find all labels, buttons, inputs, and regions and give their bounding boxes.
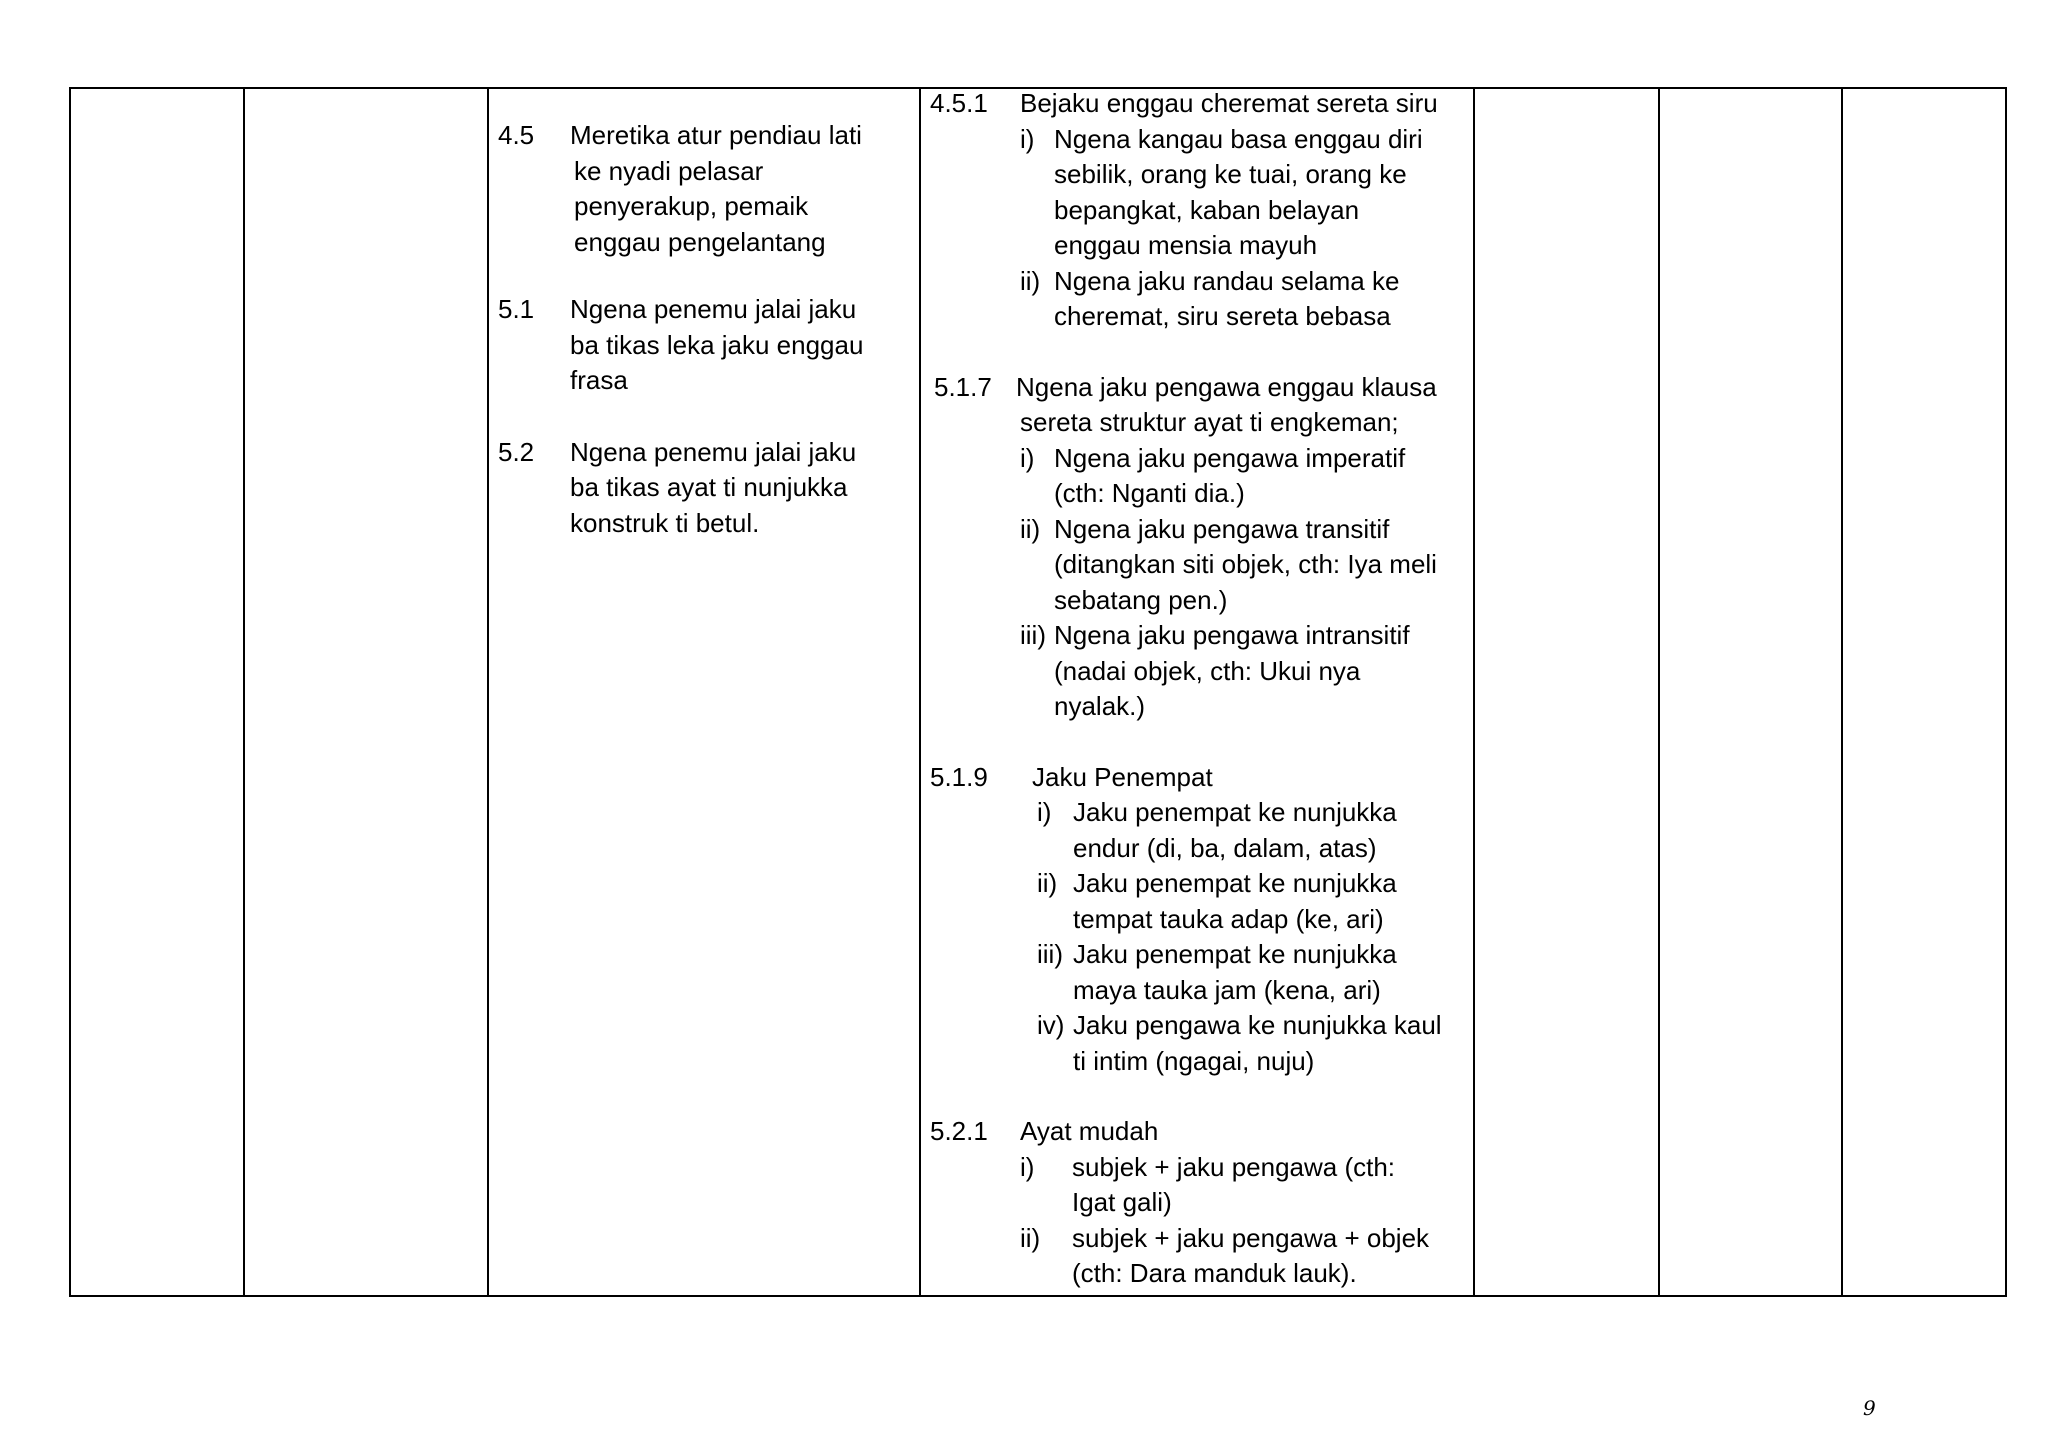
standard-subitem — [930, 618, 1442, 725]
subitem-line: ti intim (ngagai, nuju) — [1073, 1045, 1315, 1076]
subitem-line: Ngena jaku pengawa imperatif — [1054, 442, 1406, 473]
objective-line: konstruk ti betul. — [570, 507, 760, 538]
objective-line: ba tikas ayat ti nunjukka — [570, 472, 848, 502]
standard-title: Bejaku enggau cheremat sereta siru — [1020, 88, 1438, 118]
standard-subitem — [930, 512, 1442, 619]
standards-column — [930, 86, 1442, 1327]
subitem-line: maya tauka jam (kena, ari) — [1073, 974, 1381, 1005]
objective-line: ke nyadi pelasar — [574, 155, 764, 186]
page-number: 9 — [1863, 1396, 1876, 1420]
standard-title: Ayat mudah — [1020, 1116, 1159, 1146]
subitem-line: Jaku penempat ke nunjukka — [1073, 797, 1397, 827]
subitem-numeral: i) — [1020, 123, 1035, 154]
column-divider — [1841, 89, 1843, 1295]
column-divider — [1473, 89, 1475, 1295]
standard-subitem — [930, 795, 1442, 866]
standard-subitem — [930, 122, 1442, 264]
column-divider — [243, 89, 245, 1295]
objective-line: Ngena penemu jalai jaku — [570, 294, 857, 324]
subitem-numeral: i) — [1037, 797, 1052, 827]
subitem-line: Jaku pengawa ke nunjukka kaul — [1073, 1010, 1442, 1040]
standard-title-continued: sereta struktur ayat ti engkeman; — [1020, 407, 1399, 437]
subitem-line: subjek + jaku pengawa + objek — [1072, 1222, 1430, 1253]
subitem-line: enggau mensia mayuh — [1054, 230, 1318, 260]
subitem-line: cheremat, siru sereta bebasa — [1054, 301, 1391, 331]
subitem-numeral: iii) — [1037, 939, 1063, 969]
column-divider — [1658, 89, 1660, 1295]
subitem-line: (cth: Dara manduk lauk). — [1072, 1258, 1357, 1288]
objective-line: penyerakup, pemaik — [574, 191, 809, 221]
column-divider — [487, 89, 489, 1295]
subitem-numeral: iii) — [1020, 620, 1046, 650]
standard-title: Ngena jaku pengawa enggau klausa — [1016, 371, 1437, 402]
subitem-line: Ngena jaku pengawa transitif — [1054, 513, 1390, 544]
standard-section — [930, 1114, 1442, 1292]
standard-subitem — [930, 264, 1442, 335]
objective-line: Meretika atur pendiau lati — [570, 120, 862, 150]
standard-section — [930, 370, 1442, 725]
standard-title: Jaku Penempat — [1032, 761, 1213, 792]
subitem-line: tempat tauka adap (ke, ari) — [1073, 903, 1384, 934]
standard-section — [930, 760, 1442, 1080]
subitem-line: (ditangkan siti objek, cth: Iya meli — [1054, 549, 1437, 579]
subitem-line: endur (di, ba, dalam, atas) — [1073, 832, 1377, 863]
objectives-column — [498, 118, 863, 573]
standard-number: 4.5.1 — [930, 88, 988, 118]
subitem-line: sebilik, orang ke tuai, orang ke — [1054, 159, 1407, 189]
subitem-numeral: i) — [1020, 442, 1035, 473]
standard-number: 5.1.9 — [930, 761, 988, 792]
subitem-line: Ngena kangau basa enggau diri — [1054, 123, 1423, 154]
objective-item — [498, 118, 863, 260]
objective-line: Ngena penemu jalai jaku — [570, 436, 857, 467]
objective-number: 5.2 — [498, 436, 535, 467]
subitem-line: Ngena jaku randau selama ke — [1054, 265, 1400, 296]
objective-item — [498, 435, 863, 542]
subitem-numeral: ii) — [1037, 868, 1058, 898]
subitem-line: Jaku penempat ke nunjukka — [1073, 868, 1397, 898]
subitem-numeral: ii) — [1020, 265, 1041, 296]
subitem-line: Jaku penempat ke nunjukka — [1073, 939, 1397, 969]
column-divider — [919, 89, 921, 1295]
subitem-numeral: ii) — [1020, 1222, 1041, 1253]
standard-subitem — [930, 866, 1442, 937]
subitem-line: Ngena jaku pengawa intransitif — [1054, 620, 1410, 650]
standard-subitem — [930, 1008, 1442, 1079]
subitem-line: subjek + jaku pengawa (cth: — [1072, 1151, 1396, 1182]
subitem-line: (cth: Nganti dia.) — [1054, 478, 1245, 508]
standard-section — [930, 86, 1442, 335]
objective-line: ba tikas leka jaku enggau — [570, 329, 864, 360]
subitem-numeral: ii) — [1020, 513, 1041, 544]
standard-number: 5.1.7 — [934, 371, 992, 402]
subitem-numeral: iv) — [1037, 1010, 1065, 1040]
subitem-line: nyalak.) — [1054, 691, 1146, 721]
standard-number: 5.2.1 — [930, 1116, 988, 1146]
objective-number: 4.5 — [498, 120, 535, 150]
subitem-line: Igat gali) — [1072, 1187, 1172, 1217]
standard-subitem — [930, 441, 1442, 512]
standard-subitem — [930, 1150, 1442, 1221]
objective-number: 5.1 — [498, 294, 535, 324]
subitem-line: sebatang pen.) — [1054, 584, 1228, 615]
subitem-numeral: i) — [1020, 1151, 1035, 1182]
objective-item — [498, 292, 863, 399]
objective-line: frasa — [570, 365, 628, 395]
subitem-line: bepangkat, kaban belayan — [1054, 194, 1360, 225]
objective-line: enggau pengelantang — [574, 226, 826, 257]
standard-subitem — [930, 1221, 1442, 1292]
subitem-line: (nadai objek, cth: Ukui nya — [1054, 655, 1361, 686]
standard-subitem — [930, 937, 1442, 1008]
